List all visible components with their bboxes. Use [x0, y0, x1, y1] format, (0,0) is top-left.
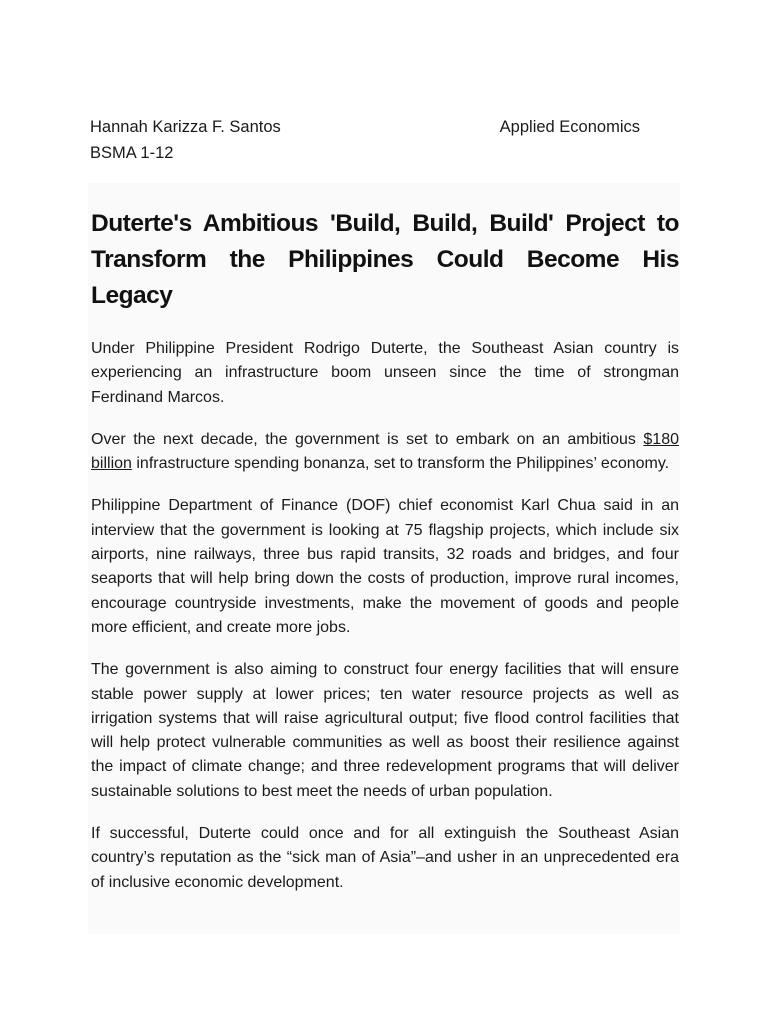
article-body	[91, 337, 679, 913]
paragraph-2-text-after: infrastructure spending bonanza, set to transform the Philippines’ economy.	[131, 455, 670, 473]
section-code: BSMA 1-12	[90, 144, 174, 162]
article-title: Duterte's Ambitious 'Build, Build, Build' Project to Transform the Philippines Could Become His Legacy	[91, 210, 679, 309]
paragraph-2	[91, 428, 679, 477]
subject-name: Applied Economics	[499, 118, 640, 136]
paragraph-2-text-before: Over the next decade, the government is set to embark on an ambitious	[91, 430, 644, 448]
spending-amount-link[interactable]: $180 billion	[91, 430, 679, 473]
paragraph-4: The government is also aiming to construct four energy facilities that will ensure stable power supply at lower prices; ten water resource projects as well as irrigation systems that will raise agricultural output; five flood control facilities that will help protect vulnerable communities as well as boost their resilience against the impact of climate change; and three redevelopment programs that will deliver sustainable solutions to best meet the needs of urban population.	[91, 661, 679, 800]
paragraph-5: If successful, Duterte could once and for all extinguish the Southeast Asian country’s reputation as the “sick man of Asia”–and usher in an unprecedented era of inclusive economic development.	[91, 825, 679, 891]
author-name: Hannah Karizza F. Santos	[90, 118, 281, 136]
paragraph-1: Under Philippine President Rodrigo Duterte, the Southeast Asian country is experiencing an infrastructure boom unseen since the time of strongman Ferdinand Marcos.	[91, 340, 679, 406]
document-header	[90, 114, 650, 166]
header-row	[90, 114, 650, 140]
paragraph-3: Philippine Department of Finance (DOF) chief economist Karl Chua said in an interview that the government is looking at 75 flagship projects, which include six airports, nine railways, three bus rapid transits, 32 roads and bridges, and four seaports that will help bring down the costs of production, improve rural incomes, encourage countryside investments, make the movement of goods and people more efficient, and create more jobs.	[91, 497, 679, 636]
article-block	[88, 183, 680, 934]
